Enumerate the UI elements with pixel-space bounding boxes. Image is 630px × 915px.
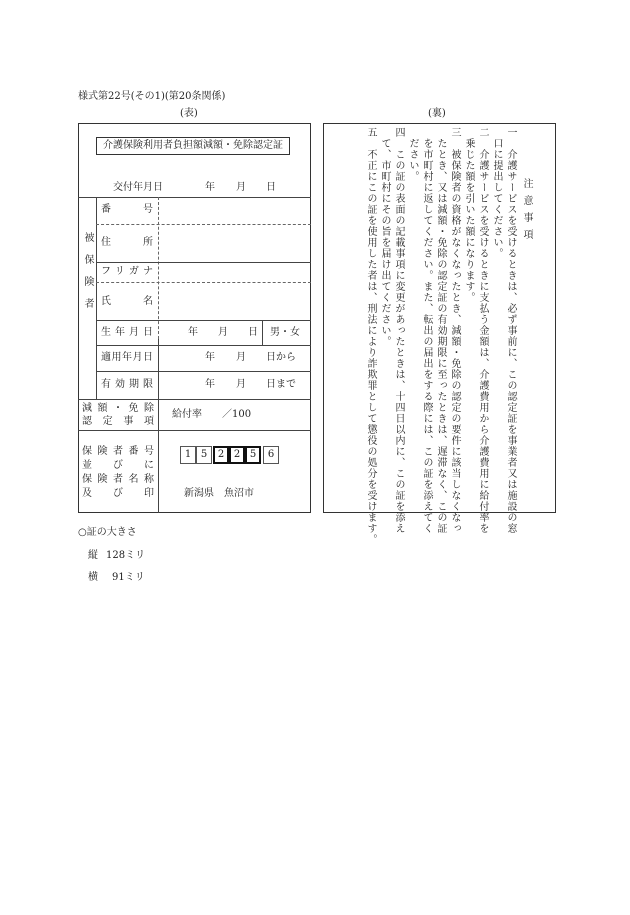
insurer-digit: 1	[180, 446, 196, 464]
insurer-label-2: 並びに	[82, 460, 154, 471]
grid-line	[96, 320, 311, 321]
front-side-label: (表)	[180, 108, 198, 119]
number-label: 番号	[101, 204, 153, 215]
width-value: 91ミリ	[112, 572, 145, 583]
furigana-label: フリガナ	[101, 266, 153, 277]
grid-line	[96, 371, 311, 372]
grid-line	[78, 399, 311, 400]
insurer-label-3: 保険者名称	[82, 474, 154, 485]
insurer-digit: 6	[263, 446, 279, 464]
expiry-year: 年	[205, 379, 215, 390]
note-line: 口に提出してください。	[491, 127, 502, 259]
back-side-label: (裏)	[428, 108, 446, 119]
card-title: 介護保険利用者負担額減額・免除認定証	[96, 137, 290, 155]
grid-line	[96, 262, 311, 263]
insured-group-label: 被保険者	[82, 232, 93, 320]
issue-month: 月	[236, 182, 246, 193]
notes-title: 注意事項	[521, 178, 532, 246]
expiry-label: 有効期限	[101, 379, 153, 390]
birth-month: 月	[218, 327, 228, 338]
start-month: 月	[236, 352, 246, 363]
name-label: 氏名	[101, 296, 153, 307]
note-line: 一 介護サービスを受けるときは、必ず事前に、この認定証を事業者又は施設の窓	[505, 127, 516, 534]
note-line: を市町村に返してください。また、転出の届出をする際には、この証を添えてく	[421, 127, 432, 534]
birth-day: 日	[248, 327, 258, 338]
birthdate-label: 生年月日	[101, 327, 153, 338]
expiry-suffix: 日まで	[266, 379, 296, 390]
note-line: 二 介護サービスを受けるときに支払う金額は、介護費用から介護費用に給付率を	[477, 127, 488, 534]
start-date-label: 適用年月日	[101, 352, 153, 363]
note-line: 五 不正にこの証を使用した者は、刑法により詐欺罪として懲役の処分を受けます。	[365, 127, 376, 545]
grid-line	[96, 282, 311, 283]
size-title: ○証の大きさ	[78, 527, 137, 538]
grid-line	[158, 399, 159, 513]
insurer-name: 新潟県 魚沼市	[184, 488, 254, 499]
issue-date-label: 交付年月日	[113, 182, 163, 193]
note-line: たとき、又は減額・免除の認定証の有効期限に至ったときは、遅滞なく、この証	[435, 127, 446, 534]
start-suffix: 日から	[266, 352, 296, 363]
insurer-digit: 2	[213, 446, 229, 464]
grid-line	[96, 224, 311, 225]
sex-field: 男・女	[270, 327, 300, 338]
note-line: 四 この証の表面の記載事項に変更があったときは、十四日以内に、この証を添え	[393, 127, 404, 534]
insurer-digit: 2	[229, 446, 245, 464]
reduction-label-2: 認定事項	[82, 416, 154, 427]
issue-year: 年	[205, 182, 215, 193]
height-label: 縦	[88, 550, 98, 561]
note-line: て、市町村にその旨を届け出てください。	[379, 127, 390, 347]
note-line: 三 被保険者の資格がなくなったとき、減額・免除の認定の要件に該当しなくなっ	[449, 127, 460, 534]
start-year: 年	[205, 352, 215, 363]
width-label: 横	[88, 572, 98, 583]
insurer-digit: 5	[245, 446, 261, 464]
grid-line	[78, 197, 311, 198]
grid-line	[158, 197, 159, 339]
benefit-rate: 給付率 ／100	[172, 409, 252, 420]
reduction-label-1: 減額・免除	[82, 403, 154, 414]
grid-line	[96, 345, 311, 346]
insurer-label-1: 保険者番号	[82, 446, 154, 457]
issue-day: 日	[266, 182, 276, 193]
note-line: ださい。	[407, 127, 418, 182]
form-label: 様式第22号(その1)(第20条関係)	[78, 91, 226, 102]
expiry-month: 月	[236, 379, 246, 390]
note-line: 乗じた額を引いた額になります。	[463, 127, 474, 303]
grid-line	[96, 197, 97, 399]
address-label: 住所	[101, 237, 153, 248]
birth-year: 年	[188, 327, 198, 338]
insurer-label-4: 及び印	[82, 488, 154, 499]
insurer-digit: 5	[196, 446, 212, 464]
height-value: 128ミリ	[106, 550, 146, 561]
grid-line	[158, 339, 159, 399]
grid-line	[262, 320, 263, 345]
grid-line	[78, 430, 311, 431]
